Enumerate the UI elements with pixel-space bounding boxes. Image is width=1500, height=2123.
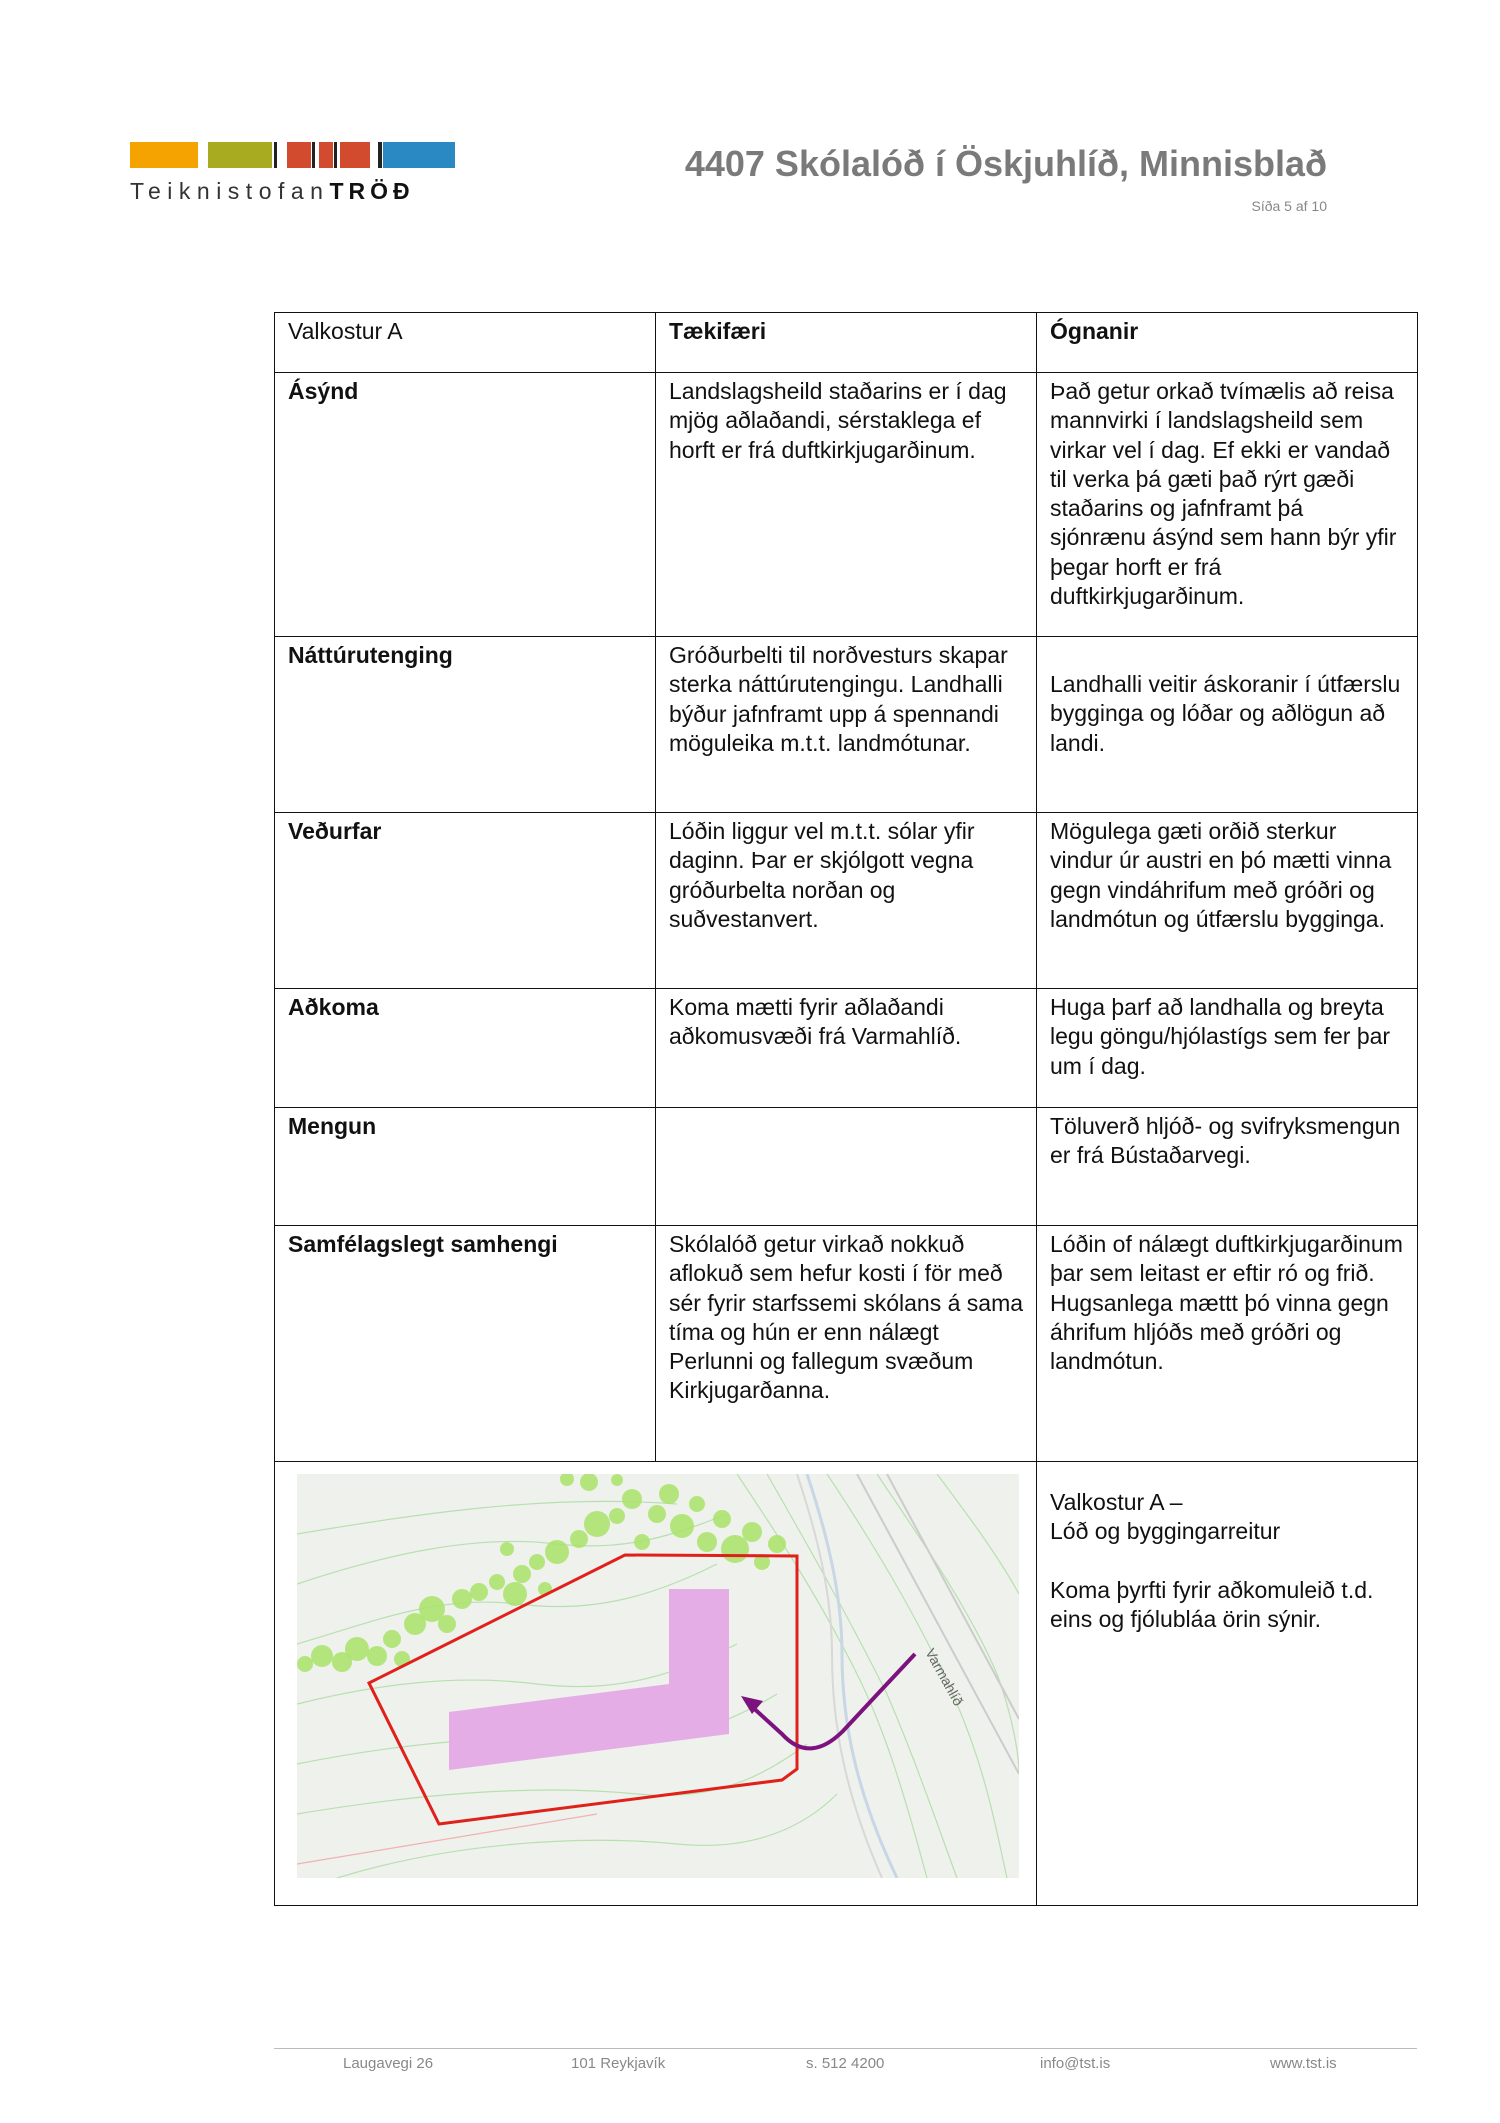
map-row bbox=[275, 1462, 1418, 1906]
tree bbox=[311, 1645, 333, 1667]
tree bbox=[529, 1554, 545, 1570]
tree bbox=[503, 1582, 527, 1606]
tree bbox=[622, 1489, 642, 1509]
footer-address: Laugavegi 26 bbox=[343, 2055, 434, 2072]
tree bbox=[670, 1514, 694, 1538]
tree bbox=[634, 1534, 650, 1550]
row-threat: Landhalli veitir áskoranir í útfærslu bygginga og lóðar og aðlögun að landi. bbox=[1037, 637, 1418, 813]
footer-divider bbox=[274, 2048, 1417, 2049]
site-map-cell bbox=[275, 1462, 1037, 1906]
tree bbox=[648, 1505, 666, 1523]
row-opportunity: Koma mætti fyrir aðlaðandi aðkomusvæði frá Varmahlíð. bbox=[656, 989, 1037, 1108]
row-label: Veðurfar bbox=[275, 813, 656, 989]
logo-bar-divider bbox=[312, 142, 315, 168]
tree bbox=[345, 1637, 369, 1661]
row-threat: Lóðin of nálægt duftkirkjugarðinum þar sem leitast er eftir ró og frið. Hugsanlega mættt þó vinna gegn áhrifum hljóðs með gróðri og landmótun. bbox=[1037, 1226, 1418, 1462]
tree bbox=[500, 1542, 514, 1556]
tree bbox=[768, 1535, 786, 1553]
tree bbox=[570, 1530, 588, 1548]
logo-bar-blue bbox=[383, 142, 455, 168]
tree bbox=[609, 1508, 625, 1524]
document-title: 4407 Skólalóð í Öskjuhlíð, Minnisblað bbox=[684, 143, 1327, 184]
table-row bbox=[275, 1226, 1418, 1462]
logo-color-bars bbox=[130, 142, 460, 168]
row-opportunity: Skólalóð getur virkað nokkuð aflokuð sem hefur kosti í för með sér fyrir starfssemi skólans á sama tíma og hún er enn nálægt Perlunni og fallegum svæðum Kirkjugarðanna. bbox=[656, 1226, 1037, 1462]
table-row bbox=[275, 1108, 1418, 1226]
tree bbox=[659, 1484, 679, 1504]
tree bbox=[489, 1574, 505, 1590]
map-caption-cell bbox=[1037, 1462, 1418, 1906]
tree bbox=[452, 1589, 472, 1609]
row-label: Mengun bbox=[275, 1108, 656, 1226]
tree bbox=[383, 1630, 401, 1648]
logo-text-light: Teiknistofan bbox=[130, 178, 330, 204]
logo-bar-red-2 bbox=[319, 142, 333, 168]
row-threat: Það getur orkað tvímælis að reisa mannvirki í landslagsheild sem virkar vel í dag. Ef ekki er vandað til verka þá gæti það rýrt gæði staðarins og jafnframt þá sjónrænu ásýnd sem hann býr yfir þegar horft er frá duftkirkjugarðinum. bbox=[1037, 373, 1418, 637]
row-threat: Töluverð hljóð- og svifryksmengun er frá Bústaðarvegi. bbox=[1037, 1108, 1418, 1226]
table-header-threats: Ógnanir bbox=[1037, 313, 1418, 373]
table-row bbox=[275, 813, 1418, 989]
logo-text-bold: TRÖÐ bbox=[329, 178, 415, 204]
tree bbox=[470, 1583, 488, 1601]
swot-table bbox=[274, 312, 1418, 1906]
footer-phone: s. 512 4200 bbox=[806, 2055, 885, 2072]
tree bbox=[545, 1540, 569, 1564]
company-logo bbox=[130, 142, 460, 168]
map-caption-title: Valkostur A – bbox=[1050, 1489, 1183, 1515]
footer-web: www.tst.is bbox=[1270, 2055, 1337, 2072]
map-caption-subtitle: Lóð og byggingarreitur bbox=[1050, 1518, 1281, 1545]
logo-bar-divider bbox=[274, 142, 277, 168]
row-label: Náttúrutenging bbox=[275, 637, 656, 813]
tree bbox=[513, 1565, 531, 1583]
row-opportunity: Landslagsheild staðarins er í dag mjög aðlaðandi, sérstaklega ef horft er frá duftkirkjugarðinum. bbox=[656, 373, 1037, 637]
table-row bbox=[275, 373, 1418, 637]
tree bbox=[721, 1535, 749, 1563]
logo-bar-orange bbox=[130, 142, 198, 168]
table-row bbox=[275, 637, 1418, 813]
logo-bar-divider bbox=[334, 142, 337, 168]
footer-email: info@tst.is bbox=[1040, 2055, 1111, 2072]
logo-bar-red-3 bbox=[340, 142, 370, 168]
map-caption-note: Koma þyrfti fyrir aðkomuleið t.d. eins og fjólubláa örin sýnir. bbox=[1050, 1576, 1374, 1632]
row-threat: Mögulega gæti orðið sterkur vindur úr austri en þó mætti vinna gegn vindáhrifum með gróðri og landmótun og útfærslu bygginga. bbox=[1037, 813, 1418, 989]
logo-text bbox=[130, 178, 415, 205]
row-opportunity: Lóðin liggur vel m.t.t. sólar yfir daginn. Þar er skjólgott vegna gróðurbelta norðan og suðvestanvert. bbox=[656, 813, 1037, 989]
tree bbox=[611, 1474, 623, 1486]
tree bbox=[742, 1522, 762, 1542]
table-header-option: Valkostur A bbox=[275, 313, 656, 373]
tree bbox=[584, 1511, 610, 1537]
tree bbox=[367, 1646, 387, 1666]
row-label: Samfélagslegt samhengi bbox=[275, 1226, 656, 1462]
tree bbox=[713, 1510, 731, 1528]
logo-bar-divider bbox=[378, 142, 382, 168]
row-threat: Huga þarf að landhalla og breyta legu göngu/hjólastígs sem fer þar um í dag. bbox=[1037, 989, 1418, 1108]
tree bbox=[297, 1656, 313, 1672]
logo-bar-olive bbox=[208, 142, 272, 168]
tree bbox=[438, 1615, 456, 1633]
tree bbox=[689, 1496, 705, 1512]
row-label: Aðkoma bbox=[275, 989, 656, 1108]
page-number: Síða 5 af 10 bbox=[1251, 198, 1327, 214]
row-opportunity: Gróðurbelti til norðvesturs skapar sterka náttúrutengingu. Landhalli býður jafnframt upp á spennandi möguleika m.t.t. landmótunar. bbox=[656, 637, 1037, 813]
table-row bbox=[275, 989, 1418, 1108]
row-label: Ásýnd bbox=[275, 373, 656, 637]
footer-postcode: 101 Reykjavík bbox=[571, 2055, 666, 2072]
table-header-row bbox=[275, 313, 1418, 373]
logo-bar-red-1 bbox=[287, 142, 311, 168]
table-header-opportunities: Tækifæri bbox=[656, 313, 1037, 373]
row-opportunity bbox=[656, 1108, 1037, 1226]
street-label: Varmahlíð bbox=[922, 1645, 967, 1709]
site-map bbox=[297, 1474, 1019, 1878]
tree bbox=[697, 1532, 717, 1552]
